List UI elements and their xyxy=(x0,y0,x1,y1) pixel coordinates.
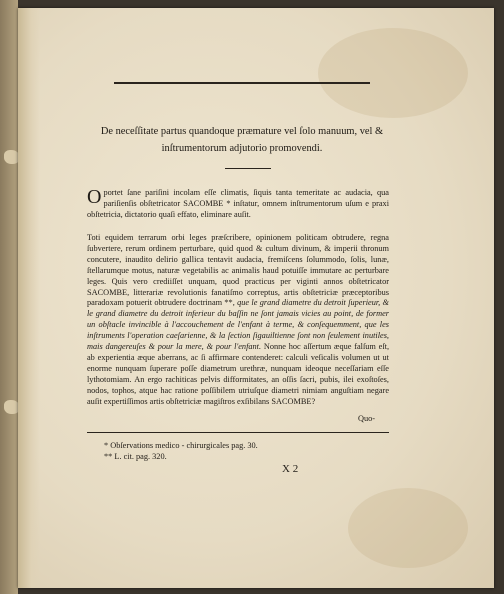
catchword: Quo- xyxy=(358,414,376,423)
paper-stain xyxy=(318,28,468,118)
paragraph-1-text: portet ſane pariſini incolam eſſe climatis, ſiquis tanta temeritate ac audacia, qua pariſienſis obſtetricator SACOMBE * inſtatur, omnem inſtrumentorum uſum e praxi obſtetricia, dictatorio quaſi effato, eliminare auſit. xyxy=(87,188,389,219)
paragraph-1 xyxy=(87,188,389,221)
paper-stain xyxy=(348,488,468,568)
page-title: De neceſſitate partus quandoque præmature vel ſolo manuum, vel & inſtrumentorum adjutorio promovendi. xyxy=(100,126,384,154)
book-page xyxy=(18,8,494,588)
paragraph-2-text-b: Nonne hoc aſſertum æque falſum eſt, ab experientia æque aberrans, ac ſi affirmare contenderet: calculi veſicalis volumen ut ut enorme nunquam ſuperare poſſe diametrum urethræ, nunquam ideoque neceſſariam eſſe lythotomiam. An ergo rachiticas pelvis difformitates, an oſſis ſacri, pubis, ilei exoſtoſes, nodos, tophos, atque hac ratione poſſibilem utriuſque diametri nimiam anguſtiam negare auſit expertiſſimos artis obſtetriciæ magiſtros exſibilans SACOMBE? xyxy=(87,342,390,406)
paragraph-2 xyxy=(87,233,389,408)
footnote-2: ** L. cit. pag. 320. xyxy=(104,452,167,461)
paragraph-2-text-a: Toti equidem terrarum orbi leges præſcribere, opinionem politicam obtrudere, regna ſubvertere, rerum ordinem perturbare, quid quod & cultum divinum, & imperii thronum concutere, inaudito delirio gallica tentavit audacia, fremiſcens ſolummodo, ſolis, lunæ, ſtellarumque motus, naturæ vegetabilis ac animalis haud potuiſſe immutare ac perturbare leges. Quis vero crediiſſet unquam, quod practicus per viginti annos obſtetricator SACOMBE, litterariæ revolutionis fanatiſmo correptus, artis obſtetriciæ præceptoribus paradoxam potuerit obtrudere doctrinam **, xyxy=(87,233,389,308)
drop-cap: O xyxy=(87,186,102,208)
signature-mark: X 2 xyxy=(282,463,299,475)
paragraph-2-quotation: que le grand diametre du detroit ſuperieur, & le grand diametre du detroit inferieur du baſſin ne ſont jamais vicies au point, de former un obſtacle invincible à l'accouchement de l'enfant à terme, & conſequemment, que les inſtruments l'operation caeſarienne, & la ſection ſigauiltienne ſont non ſeulement inutiles, mais dangereuſes & pour la mere, & pour l'enfant. xyxy=(87,298,390,352)
footnote-1: * Obſervations medico - chirurgicales pag. 30. xyxy=(104,441,258,450)
title-rule xyxy=(225,168,271,169)
page-fold-shadow xyxy=(18,8,40,588)
header-rule xyxy=(114,82,370,84)
footnote-rule xyxy=(87,432,389,433)
binding-edge xyxy=(0,0,18,594)
